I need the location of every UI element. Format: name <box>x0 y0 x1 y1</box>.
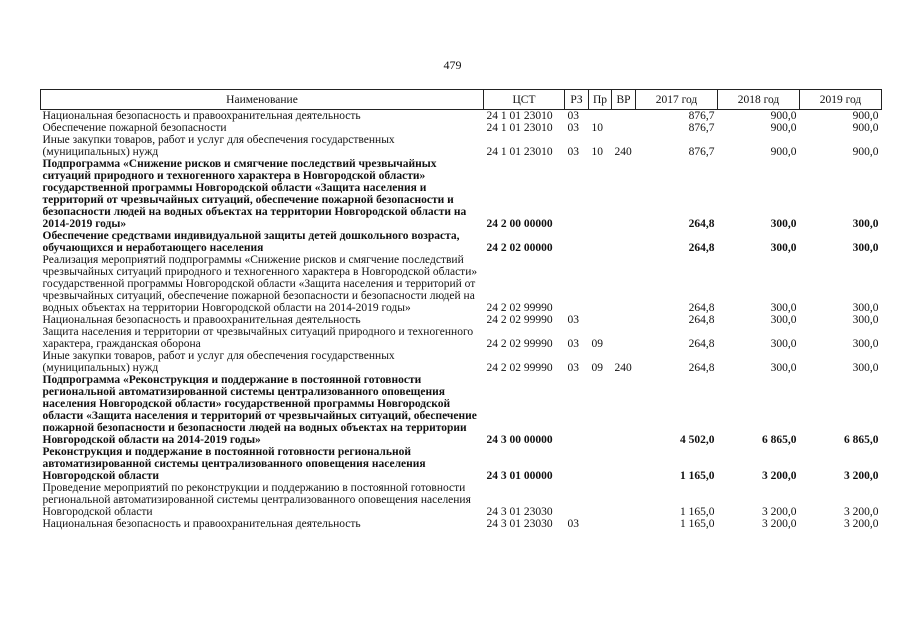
cell-name: Национальная безопасность и правоохранительная деятельность <box>42 110 361 122</box>
table-row <box>41 314 882 326</box>
cell-name: Подпрограмма «Снижение рисков и смягчение последствий чрезвычайных ситуаций природного и техногенного характера в Новгородской области» государственной программы Новгородской области «Защита населения и территорий от чрезвычайных ситуаций, обеспечение пожарной безопасности и безопасности людей на водных объектах на территории Новгородской области на 2014-2019 годы» <box>42 158 467 230</box>
cell-cst: 24 2 02 99990 <box>486 314 553 326</box>
cell-cst: 24 1 01 23010 <box>486 122 553 134</box>
cell-y2019: 3 200,0 <box>844 470 879 482</box>
cell-y2018: 300,0 <box>770 314 797 326</box>
header-2017: 2017 год <box>636 90 718 110</box>
cell-rz: 03 <box>567 110 579 122</box>
cell-cst: 24 2 02 00000 <box>486 242 553 254</box>
cell-rz: 03 <box>567 146 579 158</box>
cell-name: Защита населения и территории от чрезвычайных ситуаций природного и техногенного характера, гражданская оборона <box>42 326 474 350</box>
cell-name: Реализация мероприятий подпрограммы «Снижение рисков и смягчение последствий чрезвычайных ситуаций природного и техногенного характера в Новгородской области» государственной программы Новгородской области «Защита населения и территорий от чрезвычайных ситуаций, обеспечение пожарной безопасности и безопасности людей на водных объектах на территории Новгородской области на 2014-2019 годы» <box>42 254 478 314</box>
header-2018: 2018 год <box>718 90 800 110</box>
cell-y2018: 300,0 <box>770 302 797 314</box>
cell-y2018: 6 865,0 <box>762 434 797 446</box>
cell-pr <box>589 110 612 123</box>
cell-y2018: 300,0 <box>770 218 797 230</box>
cell-y2017: 264,8 <box>688 314 715 326</box>
cell-y2017: 264,8 <box>688 218 715 230</box>
cell-rz: 03 <box>567 362 579 374</box>
cell-y2018: 900,0 <box>770 146 797 158</box>
cell-y2017: 264,8 <box>688 242 715 254</box>
cell-y2019: 900,0 <box>852 110 879 122</box>
cell-pr <box>589 482 612 518</box>
cell-y2019: 300,0 <box>852 302 879 314</box>
cell-rz <box>565 482 589 518</box>
header-pr: Пр <box>589 90 612 110</box>
table-row <box>41 254 882 314</box>
cell-y2017: 876,7 <box>688 122 715 134</box>
cell-vr <box>612 110 636 123</box>
cell-y2018: 3 200,0 <box>762 518 797 530</box>
cell-vr: 240 <box>614 146 632 158</box>
table-row <box>41 518 882 530</box>
cell-name: Иные закупки товаров, работ и услуг для обеспечения государственных (муниципальных) нужд <box>42 134 395 158</box>
cell-rz: 03 <box>567 122 579 134</box>
table-header-row <box>41 90 882 110</box>
cell-rz <box>565 446 589 482</box>
cell-y2018: 300,0 <box>770 338 797 350</box>
cell-cst: 24 3 00 00000 <box>486 434 553 446</box>
cell-pr <box>589 314 612 326</box>
cell-pr <box>589 518 612 530</box>
cell-y2017: 876,7 <box>688 110 715 122</box>
cell-vr: 240 <box>614 362 632 374</box>
cell-rz <box>565 230 589 254</box>
cell-name: Национальная безопасность и правоохранительная деятельность <box>42 518 361 530</box>
table-row <box>41 482 882 518</box>
header-name: Наименование <box>41 90 484 110</box>
cell-y2017: 876,7 <box>688 146 715 158</box>
cell-pr: 09 <box>591 338 603 350</box>
table-row <box>41 350 882 374</box>
table-row <box>41 134 882 158</box>
cell-cst: 24 1 01 23010 <box>486 146 553 158</box>
cell-cst: 24 2 02 99990 <box>486 338 553 350</box>
table-row <box>41 110 882 123</box>
page-number: 479 <box>443 58 462 72</box>
cell-cst: 24 2 02 99990 <box>486 362 553 374</box>
header-rz: РЗ <box>565 90 589 110</box>
cell-y2017: 4 502,0 <box>680 434 715 446</box>
cell-cst: 24 1 01 23010 <box>486 110 553 122</box>
cell-y2017: 1 165,0 <box>680 518 715 530</box>
cell-vr <box>612 230 636 254</box>
cell-pr: 09 <box>591 362 603 374</box>
header-cst: ЦСТ <box>484 90 565 110</box>
cell-name: Проведение мероприятий по реконструкции и поддержанию в постоянной готовности региональной автоматизированной системы централизованного оповещения населения Новгородской области <box>42 482 471 518</box>
cell-cst: 24 3 01 00000 <box>486 470 553 482</box>
cell-name: Реконструкция и поддержание в постоянной готовности региональной автоматизированной системы централизованного оповещения населения Новгородской области <box>42 446 426 482</box>
cell-vr <box>612 482 636 518</box>
table-row <box>41 122 882 134</box>
cell-y2019: 300,0 <box>852 242 879 254</box>
cell-y2019: 6 865,0 <box>844 434 879 446</box>
cell-name: Национальная безопасность и правоохранительная деятельность <box>42 314 361 326</box>
cell-rz: 03 <box>567 518 579 530</box>
cell-y2019: 3 200,0 <box>844 506 879 518</box>
table-body <box>41 110 882 531</box>
cell-y2019: 900,0 <box>852 146 879 158</box>
cell-y2017: 264,8 <box>688 362 715 374</box>
table-row <box>41 326 882 350</box>
cell-name: Подпрограмма «Реконструкция и поддержание в постоянной готовности региональной автоматизированной системы централизованного оповещения населения Новгородской области» государственной программы Новгородской области «Защита населения и территорий от чрезвычайных ситуаций, обеспечение пожарной безопасности и безопасности людей на водных объектах на территории Новгородской области на 2014-2019 годы» <box>42 374 477 446</box>
cell-y2019: 300,0 <box>852 314 879 326</box>
cell-y2017: 264,8 <box>688 302 715 314</box>
cell-pr <box>589 374 612 446</box>
header-vr: ВР <box>612 90 636 110</box>
cell-cst: 24 2 02 99990 <box>486 302 553 314</box>
header-2019: 2019 год <box>800 90 882 110</box>
table-row <box>41 374 882 446</box>
cell-vr <box>612 158 636 230</box>
cell-y2017: 1 165,0 <box>680 470 715 482</box>
cell-pr <box>589 158 612 230</box>
cell-vr <box>612 254 636 314</box>
table-row <box>41 158 882 230</box>
cell-y2019: 300,0 <box>852 362 879 374</box>
cell-rz: 03 <box>567 314 579 326</box>
cell-pr: 10 <box>591 146 603 158</box>
cell-vr <box>612 518 636 530</box>
cell-rz <box>565 254 589 314</box>
cell-rz <box>565 158 589 230</box>
cell-pr: 10 <box>591 122 603 134</box>
cell-vr <box>612 446 636 482</box>
budget-table <box>40 89 882 530</box>
cell-y2019: 3 200,0 <box>844 518 879 530</box>
cell-cst: 24 3 01 23030 <box>486 506 553 518</box>
cell-cst: 24 2 00 00000 <box>486 218 553 230</box>
cell-y2019: 300,0 <box>852 338 879 350</box>
cell-y2017: 1 165,0 <box>680 506 715 518</box>
cell-name: Иные закупки товаров, работ и услуг для обеспечения государственных (муниципальных) нужд <box>42 350 395 374</box>
table-row <box>41 446 882 482</box>
cell-pr <box>589 446 612 482</box>
cell-y2018: 300,0 <box>770 362 797 374</box>
cell-name: Обеспечение средствами индивидуальной защиты детей дошкольного возраста, обучающихся и неработающего населения <box>42 230 460 254</box>
cell-pr <box>589 230 612 254</box>
cell-vr <box>612 374 636 446</box>
cell-y2019: 300,0 <box>852 218 879 230</box>
cell-y2018: 3 200,0 <box>762 506 797 518</box>
cell-y2018: 300,0 <box>770 242 797 254</box>
cell-y2017: 264,8 <box>688 338 715 350</box>
cell-cst: 24 3 01 23030 <box>486 518 553 530</box>
cell-y2018: 900,0 <box>770 122 797 134</box>
cell-name: Обеспечение пожарной безопасности <box>42 122 227 134</box>
cell-vr <box>612 122 636 134</box>
table-row <box>41 230 882 254</box>
cell-rz: 03 <box>567 338 579 350</box>
cell-rz <box>565 374 589 446</box>
cell-pr <box>589 254 612 314</box>
cell-vr <box>612 326 636 350</box>
cell-y2018: 3 200,0 <box>762 470 797 482</box>
cell-y2019: 900,0 <box>852 122 879 134</box>
cell-y2018: 900,0 <box>770 110 797 122</box>
cell-vr <box>612 314 636 326</box>
